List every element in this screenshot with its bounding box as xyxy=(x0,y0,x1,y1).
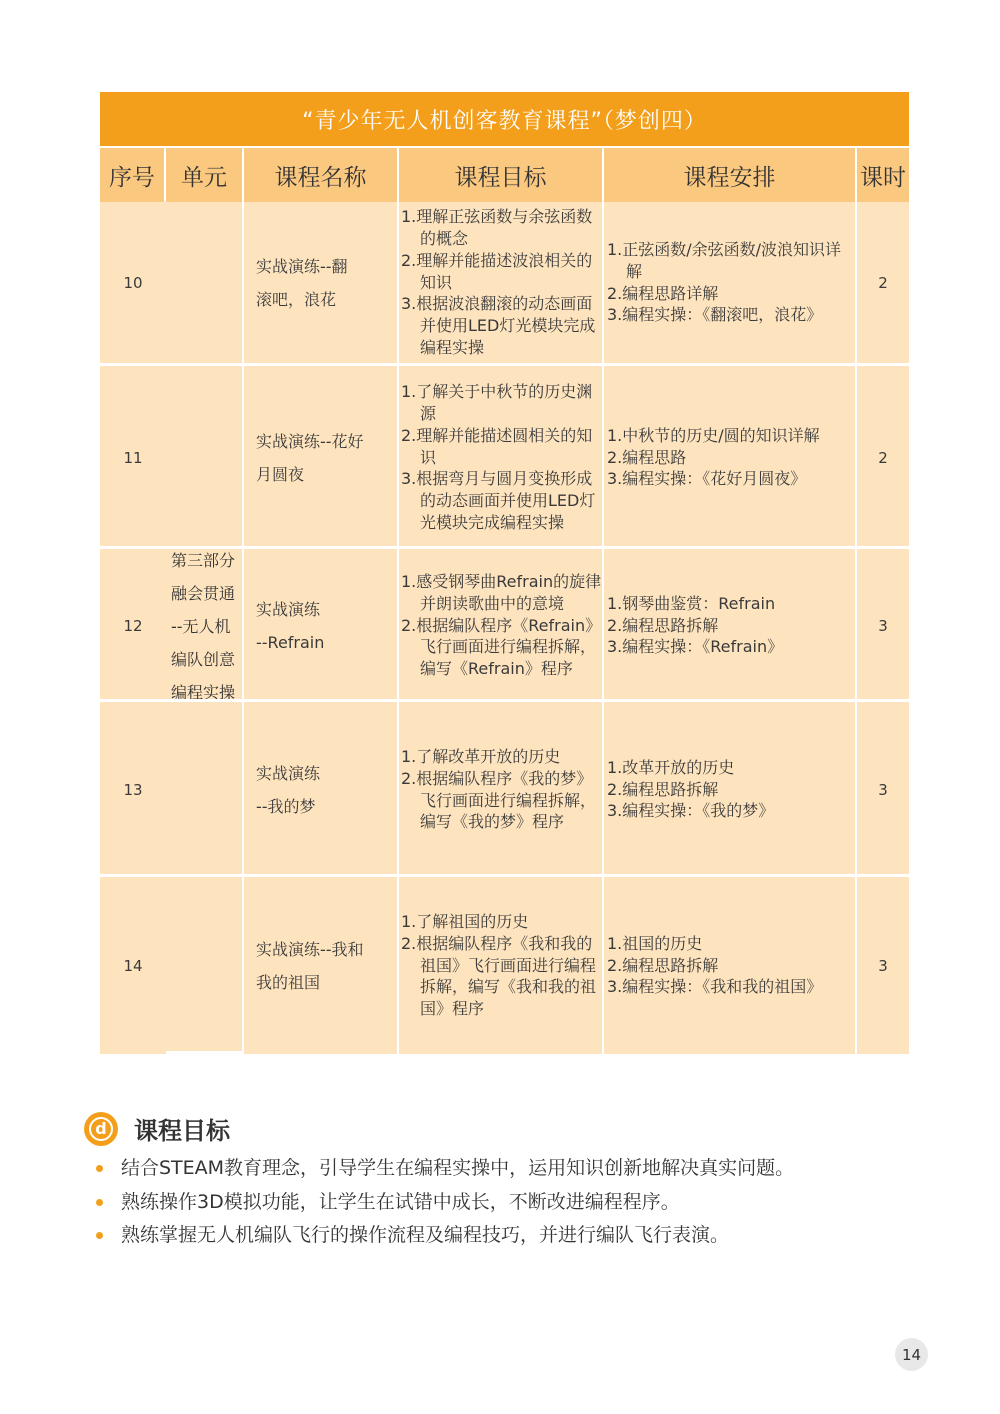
course-plan-item: 1.正弦函数/余弦函数/波浪知识详解 xyxy=(607,239,842,281)
header-course-plan: 课程安排 xyxy=(604,148,857,202)
course-goal-item: 2.理解并能描述圆相关的知识 xyxy=(401,425,593,467)
course-plan-list xyxy=(607,933,822,998)
course-goal-item: 1.了解祖国的历史 xyxy=(401,912,529,931)
course-plan-item: 3.编程实操：《Refrain》 xyxy=(607,637,784,657)
course-goal xyxy=(399,202,604,363)
course-goal-list xyxy=(401,206,602,359)
seq-cell: 14 xyxy=(100,877,166,1054)
seq-cell: 12 xyxy=(100,549,166,702)
table-title: “青少年无人机创客教育课程”（梦创四） xyxy=(100,92,909,148)
course-plan-item: 3.编程实操：《翻滚吧，浪花》 xyxy=(607,305,823,325)
bullet-text: 熟练操作3D模拟功能，让学生在试错中成长，不断改进编程程序。 xyxy=(121,1190,680,1213)
seq-cell: 10 xyxy=(100,202,166,363)
section-badge-icon xyxy=(84,1112,118,1146)
course-plan-item: 1.祖国的历史 xyxy=(607,933,703,953)
course-plan-item: 3.编程实操：《花好月圆夜》 xyxy=(607,469,807,489)
course-goal-item: 2.理解并能描述波浪相关的知识 xyxy=(401,250,593,292)
course-plan-item: 1.中秋节的历史/圆的知识详解 xyxy=(607,425,820,445)
hours-cell: 2 xyxy=(857,366,909,549)
unit-span-gap xyxy=(166,549,244,702)
course-goal-item: 2.根据编队程序《Refrain》飞行画面进行编程拆解，编写《Refrain》程序 xyxy=(401,615,602,679)
bullet-item xyxy=(96,1219,794,1253)
course-goal-item: 1.了解关于中秋节的历史渊源 xyxy=(401,382,593,423)
course-plan-item: 2.编程思路拆解 xyxy=(607,779,719,799)
course-table xyxy=(100,92,909,1051)
hours-cell: 2 xyxy=(857,202,909,363)
unit-span-gap xyxy=(166,202,244,363)
seq-cell: 11 xyxy=(100,366,166,549)
bullet-dot-icon xyxy=(96,1199,103,1206)
course-plan-item: 2.编程思路拆解 xyxy=(607,615,719,635)
section-heading xyxy=(84,1111,230,1146)
course-plan-list xyxy=(607,593,783,658)
course-name-cell: 实战演练 --Refrain xyxy=(244,549,399,702)
course-plan xyxy=(604,702,857,877)
course-plan-item: 1.改革开放的历史 xyxy=(607,757,735,777)
course-name-cell: 实战演练 --我的梦 xyxy=(244,702,399,877)
course-plan-item: 3.编程实操：《我的梦》 xyxy=(607,801,775,821)
hours-cell: 3 xyxy=(857,549,909,702)
course-goal xyxy=(399,877,604,1054)
bullet-item xyxy=(96,1152,794,1186)
course-goal xyxy=(399,702,604,877)
course-goal-item: 1.理解正弦函数与余弦函数的概念 xyxy=(401,207,593,248)
bullet-dot-icon xyxy=(96,1165,103,1172)
seq-cell: 13 xyxy=(100,702,166,877)
course-plan-list xyxy=(607,239,855,326)
course-plan xyxy=(604,877,857,1054)
unit-span-gap xyxy=(166,877,244,1054)
table-row xyxy=(100,874,909,1054)
header-seq: 序号 xyxy=(100,148,166,202)
course-goal-item: 3.根据波浪翻滚的动态画面并使用LED灯光模块完成编程实操 xyxy=(401,294,596,357)
course-name-cell: 实战演练--花好 月圆夜 xyxy=(244,366,399,549)
header-unit: 单元 xyxy=(166,148,244,202)
course-plan-list xyxy=(607,757,774,822)
course-goal-item: 1.了解改革开放的历史 xyxy=(401,746,561,766)
table-body xyxy=(100,202,909,1051)
section-title: 课程目标 xyxy=(134,1117,230,1145)
header-hours: 课时 xyxy=(860,164,906,191)
course-goal-list xyxy=(401,746,602,833)
course-goal-list xyxy=(401,381,602,534)
table-header-row xyxy=(100,148,909,202)
bullet-text: 熟练掌握无人机编队飞行的操作流程及编程技巧，并进行编队飞行表演。 xyxy=(121,1224,730,1246)
unit-label: 第三部分 融会贯通 --无人机 编队创意 编程实操 xyxy=(171,551,236,702)
course-goal xyxy=(399,549,604,702)
table-row xyxy=(100,546,909,702)
course-goal-item: 2.根据编队程序《我和我的祖国》飞行画面进行编程拆解，编写《我和我的祖国》程序 xyxy=(401,933,597,1019)
course-plan-item: 2.编程思路 xyxy=(607,447,687,467)
header-course-goal: 课程目标 xyxy=(399,148,604,202)
course-goal-list xyxy=(401,911,602,1020)
course-plan xyxy=(604,366,857,549)
course-plan-list xyxy=(607,425,820,490)
bullet-text: 结合STEAM教育理念，引导学生在编程实操中，运用知识创新地解决真实问题。 xyxy=(121,1157,795,1179)
course-name-cell: 实战演练--我和 我的祖国 xyxy=(244,877,399,1054)
course-plan-item: 2.编程思路详解 xyxy=(607,283,719,303)
table-row xyxy=(100,363,909,549)
course-plan-item: 1.钢琴曲鉴赏：Refrain xyxy=(607,593,776,613)
section-badge-letter: d xyxy=(89,1117,113,1141)
course-plan xyxy=(604,549,857,702)
hours-cell: 3 xyxy=(857,702,909,877)
unit-span-gap xyxy=(166,366,244,549)
table-row xyxy=(100,699,909,877)
header-course-name: 课程名称 xyxy=(244,148,399,202)
course-goal-item: 2.根据编队程序《我的梦》飞行画面进行编程拆解，编写《我的梦》程序 xyxy=(401,768,597,832)
bullet-item xyxy=(96,1186,794,1220)
course-plan xyxy=(604,202,857,363)
course-goal-item: 1.感受钢琴曲Refrain的旋律并朗读歌曲中的意境 xyxy=(401,572,602,613)
bullet-dot-icon xyxy=(96,1232,103,1239)
course-goal-list xyxy=(401,571,602,680)
course-goal xyxy=(399,366,604,549)
course-name-cell: 实战演练--翻 滚吧，浪花 xyxy=(244,202,399,363)
hours-cell: 3 xyxy=(857,877,909,1054)
page-number: 14 xyxy=(895,1338,928,1371)
course-plan-item: 2.编程思路拆解 xyxy=(607,955,719,975)
unit-span-gap xyxy=(166,702,244,877)
course-goal-item: 3.根据弯月与圆月变换形成的动态画面并使用LED灯光模块完成编程实操 xyxy=(401,469,596,532)
goal-bullet-list xyxy=(96,1152,794,1253)
course-plan-item: 3.编程实操：《我和我的祖国》 xyxy=(607,977,823,997)
table-row xyxy=(100,202,909,363)
